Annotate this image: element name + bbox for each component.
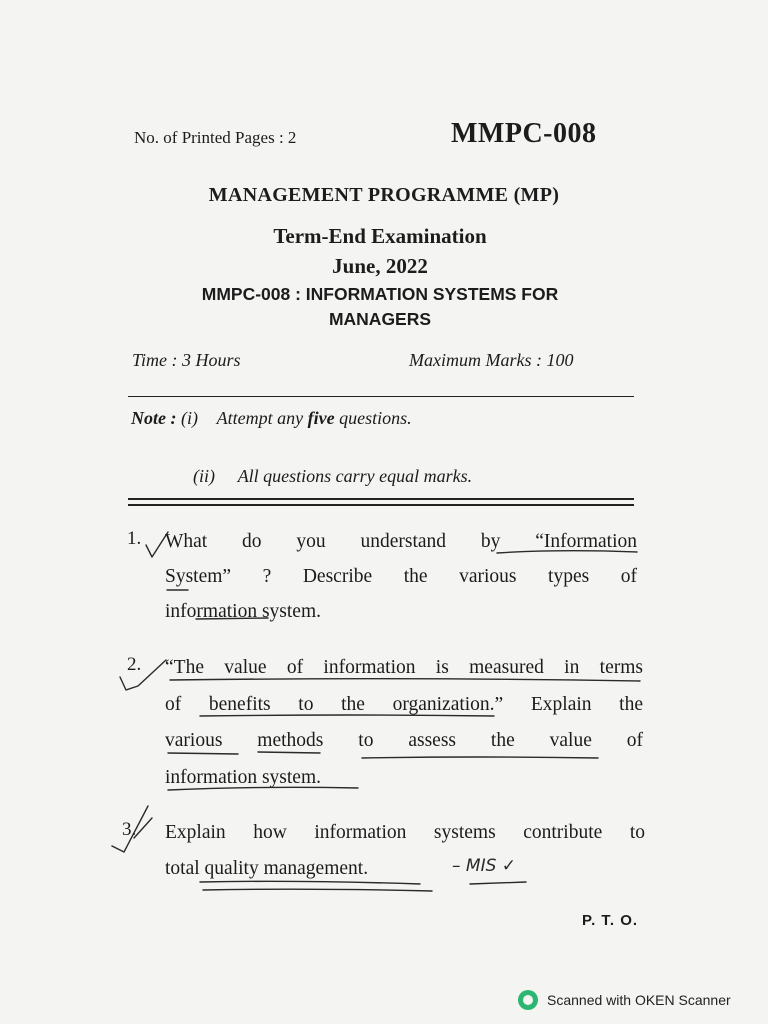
question-1-text: [165, 524, 637, 629]
exam-title: Term-End Examination: [273, 224, 487, 248]
note-item-text: questions.: [339, 408, 412, 428]
note-item-text: All questions carry equal marks.: [237, 466, 473, 486]
note-item-2: [193, 466, 472, 487]
underline-mark: [203, 889, 432, 891]
scanner-watermark: [518, 990, 731, 1010]
note-item-text: Attempt any: [216, 408, 304, 428]
exam-duration: Time : 3 Hours: [132, 350, 241, 370]
scanner-logo-icon: [518, 990, 538, 1010]
question-line: What do you understand by “Information: [165, 531, 637, 552]
question-3-text: [165, 815, 645, 887]
double-divider-bottom: [128, 504, 634, 506]
note-label: Note :: [131, 408, 177, 428]
printed-pages-label: No. of Printed Pages : 2: [134, 128, 297, 147]
question-number: 1.: [127, 528, 142, 549]
note-item-1: [131, 408, 412, 429]
question-line: total quality management.: [165, 858, 369, 879]
maximum-marks: Maximum Marks : 100: [409, 350, 574, 370]
handwritten-note: – MIS ✓: [452, 856, 517, 876]
note-item-number: (i): [180, 408, 198, 428]
note-item-number: (ii): [193, 466, 215, 486]
page-turn-label: P. T. O.: [582, 912, 639, 929]
divider-line: [128, 396, 634, 397]
question-line: various methods to assess the value of: [165, 730, 643, 751]
programme-title: MANAGEMENT PROGRAMME (MP): [208, 184, 560, 206]
course-title: MMPC-008 : INFORMATION SYSTEMS FOR MANAGERS: [201, 284, 559, 329]
scanner-label: Scanned with OKEN Scanner: [547, 992, 731, 1008]
question-line: “The value of information is measured in terms: [165, 657, 643, 678]
question-line: of benefits to the organization.” Explain the: [165, 693, 643, 715]
question-number: 2.: [127, 654, 142, 675]
question-line: information system.: [165, 601, 321, 622]
note-emphasis: five: [307, 408, 335, 428]
course-code: MMPC-008: [451, 118, 597, 149]
question-line: System” ? Describe the various types of: [165, 566, 637, 587]
question-number: 3.: [122, 819, 137, 840]
question-line: information system.: [165, 766, 321, 788]
question-2-text: [165, 650, 643, 796]
double-divider-top: [128, 498, 634, 500]
question-line: Explain how information systems contribute to: [165, 822, 645, 843]
tick-mark: [134, 818, 152, 838]
exam-session: June, 2022: [332, 254, 428, 278]
